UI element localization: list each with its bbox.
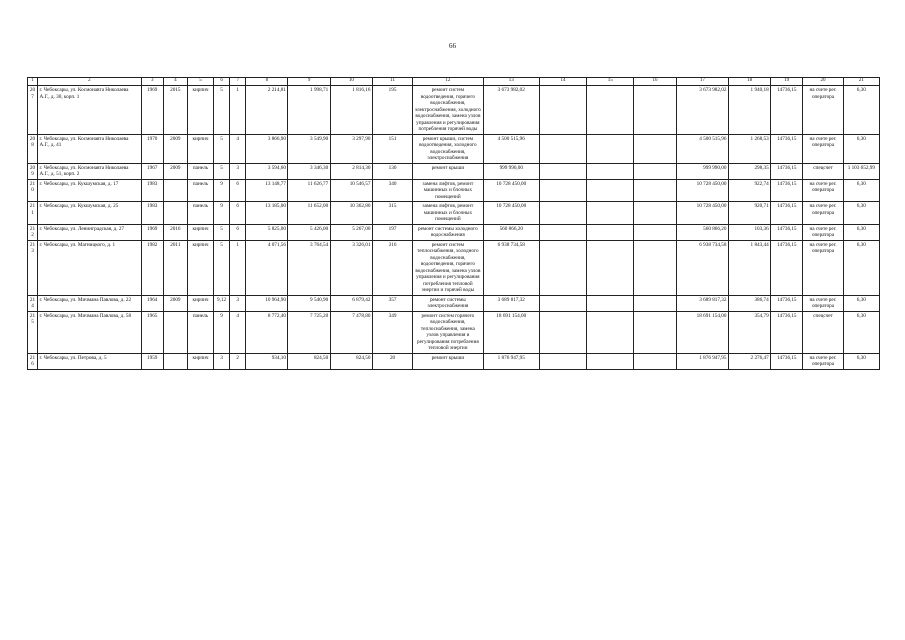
year-built-cell: 1965 [141,311,163,353]
column-number-cell: 15 [587,78,634,86]
table-row [28,202,880,225]
entrances-cell: 6 [230,179,246,202]
total-cost-cell: 3 689 817,32 [483,295,539,311]
fund-method-cell: на счете рег. оператора [803,295,843,311]
fund-method-cell: спецсчет [803,163,843,179]
works-cell: ремонт крыши, систем водоотведения, холодного водоснабжения, электроснабжения [413,134,483,163]
residents-cell: 197 [372,224,412,240]
fund-method-cell: на счете рег. оператора [803,86,843,135]
year-repair-cell: 2015 [163,86,187,135]
max-cost-cell: 14736,15 [771,224,803,240]
works-cell: ремонт систем водоотведения, горячего водоснабжения, электроснабжения, холодного водоснабжения, замена узлов управления и регулирования потребления горячей воды [413,86,483,135]
table-row [28,353,880,369]
floors-cell: 5 [214,134,230,163]
residential-area-cell: 10 362,80 [330,202,372,225]
floors-cell: 3 [214,353,230,369]
max-cost-cell: 14736,15 [771,163,803,179]
column-number-cell: 19 [771,78,803,86]
year-built-cell: 1959 [141,353,163,369]
column-number-cell: 7 [230,78,246,86]
wall-material-cell: панель [187,202,213,225]
fund-method-cell: спецсчет [803,311,843,353]
row-number-cell: 213 [28,240,38,295]
residential-area-cell: 2 814,30 [330,163,372,179]
fund-method-cell: на счете рег. оператора [803,179,843,202]
row-number-cell: 210 [28,179,38,202]
address-cell: г. Чебоксары, ул. Магницкого, д. 1 [38,240,142,295]
floors-cell: 5 [214,86,230,135]
max-cost-cell: 14736,15 [771,295,803,311]
max-cost-cell: 14736,15 [771,134,803,163]
table-row [28,179,880,202]
wall-material-cell: панель [187,311,213,353]
works-cell: ремонт системы холодного водоснабжения [413,224,483,240]
floors-cell: 9 [214,311,230,353]
max-cost-cell: 14736,15 [771,353,803,369]
total-cost-cell: 3 673 982,02 [483,86,539,135]
rate-cell: 6,30 [843,240,879,295]
row-number-cell: 211 [28,202,38,225]
floors-cell: 5 [214,240,230,295]
max-cost-cell: 14736,15 [771,311,803,353]
total-area-cell: 3 594,60 [246,163,288,179]
column-number-cell: 11 [372,78,412,86]
column-number-cell: 4 [163,78,187,86]
address-cell: г. Чебоксары, ул. Ленинградская, д. 27 [38,224,142,240]
living-area-cell: 3 549,90 [288,134,330,163]
year-repair-cell: 2011 [163,240,187,295]
row-number-cell: 216 [28,353,38,369]
fund-source-cell [634,295,676,311]
unit-cost-cell: 386,74 [728,295,770,311]
column-number-cell: 17 [676,78,728,86]
row-number-cell: 208 [28,134,38,163]
floors-cell: 9 [214,202,230,225]
floors-cell: 9,12 [214,295,230,311]
year-built-cell: 1983 [141,202,163,225]
total-area-cell: 934,10 [246,353,288,369]
owners-cost-cell: 18 691 154,00 [676,311,728,353]
residents-cell: 130 [372,163,412,179]
residential-area-cell: 5 267,00 [330,224,372,240]
total-cost-cell: 560 866,20 [483,224,539,240]
fund-source-cell [539,202,586,225]
fund-source-cell [587,179,634,202]
fund-source-cell [634,86,676,135]
fund-method-cell: на счете рег. оператора [803,353,843,369]
works-cell: ремонт системы электроснабжения [413,295,483,311]
residential-area-cell: 1 816,16 [330,86,372,135]
table-row [28,163,880,179]
repair-registry-table [27,77,880,370]
rate-cell: 6,30 [843,295,879,311]
entrances-cell: 6 [230,202,246,225]
row-number-cell: 207 [28,86,38,135]
fund-source-cell [539,224,586,240]
residents-cell: 316 [372,240,412,295]
owners-cost-cell: 6 938 734,58 [676,240,728,295]
total-area-cell: 13 148,77 [246,179,288,202]
table-row [28,295,880,311]
year-built-cell: 1970 [141,134,163,163]
column-number-cell: 1 [28,78,38,86]
residential-area-cell: 3 297,90 [330,134,372,163]
owners-cost-cell: 4 500 515,96 [676,134,728,163]
fund-source-cell [634,353,676,369]
total-cost-cell: 1 876 947,95 [483,353,539,369]
owners-cost-cell: 3 673 982,02 [676,86,728,135]
column-number-cell: 6 [214,78,230,86]
living-area-cell: 3 346,30 [288,163,330,179]
fund-source-cell [587,86,634,135]
entrances-cell: 1 [230,86,246,135]
fund-method-cell: на счете рег. оператора [803,224,843,240]
unit-cost-cell: 1 843,44 [728,240,770,295]
year-repair-cell [163,311,187,353]
column-number-cell: 12 [413,78,483,86]
column-number-cell: 8 [246,78,288,86]
wall-material-cell: кирпич [187,224,213,240]
unit-cost-cell: 103,36 [728,224,770,240]
address-cell: г. Чебоксары, ул. Космонавта Николаева А.Г., д. 41 [38,134,142,163]
total-area-cell: 3 866,90 [246,134,288,163]
rate-cell: 6,30 [843,134,879,163]
year-repair-cell: 2009 [163,134,187,163]
year-built-cell: 1964 [141,295,163,311]
year-repair-cell [163,353,187,369]
unit-cost-cell: 298,35 [728,163,770,179]
address-cell: г. Чебоксары, ул. Мичмана Павлова, д. 58 [38,311,142,353]
fund-source-cell [539,353,586,369]
table-row [28,311,880,353]
fund-source-cell [634,202,676,225]
residents-cell: 340 [372,179,412,202]
entrances-cell: 4 [230,311,246,353]
column-number-cell: 21 [843,78,879,86]
table-body [28,78,880,370]
column-number-cell: 13 [483,78,539,86]
residents-cell: 195 [372,86,412,135]
total-area-cell: 4 071,56 [246,240,288,295]
column-number-cell: 10 [330,78,372,86]
owners-cost-cell: 999 990,00 [676,163,728,179]
rate-cell: 6,30 [843,86,879,135]
unit-cost-cell: 1 940,18 [728,86,770,135]
wall-material-cell: панель [187,179,213,202]
unit-cost-cell: 920,71 [728,202,770,225]
fund-source-cell [587,224,634,240]
owners-cost-cell: 560 866,20 [676,224,728,240]
residents-cell: 349 [372,311,412,353]
residents-cell: 151 [372,134,412,163]
living-area-cell: 7 725,20 [288,311,330,353]
fund-source-cell [587,163,634,179]
living-area-cell: 3 764,54 [288,240,330,295]
year-repair-cell [163,179,187,202]
fund-source-cell [539,240,586,295]
floors-cell: 5 [214,224,230,240]
max-cost-cell: 14736,15 [771,240,803,295]
residential-area-cell: 824,50 [330,353,372,369]
table-row [28,240,880,295]
total-area-cell: 5 825,00 [246,224,288,240]
living-area-cell: 9 540,90 [288,295,330,311]
rate-cell: 1 103 652,99 [843,163,879,179]
year-built-cell: 1969 [141,224,163,240]
column-number-cell: 20 [803,78,843,86]
works-cell: ремонт крыши [413,353,483,369]
max-cost-cell: 14736,15 [771,86,803,135]
column-number-cell: 18 [728,78,770,86]
unit-cost-cell: 1 268,53 [728,134,770,163]
owners-cost-cell: 3 689 817,32 [676,295,728,311]
living-area-cell: 5 426,00 [288,224,330,240]
address-cell: г. Чебоксары, ул. Мичмана Павлова, д. 22 [38,295,142,311]
living-area-cell: 824,50 [288,353,330,369]
total-area-cell: 10 964,90 [246,295,288,311]
max-cost-cell: 14736,15 [771,179,803,202]
total-cost-cell: 18 691 154,00 [483,311,539,353]
year-repair-cell: 2016 [163,224,187,240]
owners-cost-cell: 10 728 450,00 [676,202,728,225]
fund-source-cell [587,240,634,295]
fund-source-cell [539,163,586,179]
max-cost-cell: 14736,15 [771,202,803,225]
wall-material-cell: кирпич [187,295,213,311]
fund-source-cell [539,295,586,311]
year-built-cell: 1983 [141,179,163,202]
table-row [28,86,880,135]
column-number-cell: 16 [634,78,676,86]
year-repair-cell: 2009 [163,163,187,179]
column-number-cell: 5 [187,78,213,86]
fund-source-cell [634,179,676,202]
wall-material-cell: кирпич [187,240,213,295]
address-cell: г. Чебоксары, ул. Космонавта Николаева А.Г., д. 30, корп. 1 [38,86,142,135]
row-number-cell: 214 [28,295,38,311]
works-cell: замена лифтов, ремонт машинных и блочных помещений [413,202,483,225]
entrances-cell: 3 [230,295,246,311]
fund-source-cell [634,163,676,179]
fund-method-cell: на счете рег. оператора [803,240,843,295]
fund-source-cell [539,311,586,353]
residential-area-cell: 3 326,01 [330,240,372,295]
fund-source-cell [587,353,634,369]
fund-source-cell [539,86,586,135]
entrances-cell: 6 [230,224,246,240]
address-cell: г. Чебоксары, ул. Космонавта Николаева А.Г., д. 51, корп. 2 [38,163,142,179]
fund-source-cell [539,179,586,202]
works-cell: ремонт систем теплоснабжения, холодного водоснабжения, водоотведения, горячего водоснабжения, замена узлов управления и регулирования потребления тепловой энергии и горячей воды [413,240,483,295]
residents-cell: 357 [372,295,412,311]
fund-method-cell: на счете рег. оператора [803,202,843,225]
works-cell: ремонт крыши [413,163,483,179]
total-cost-cell: 999 990,00 [483,163,539,179]
year-repair-cell [163,202,187,225]
wall-material-cell: кирпич [187,86,213,135]
living-area-cell: 11 626,77 [288,179,330,202]
address-cell: г. Чебоксары, ул. Петрова, д. 5 [38,353,142,369]
fund-source-cell [587,311,634,353]
row-number-cell: 209 [28,163,38,179]
residents-cell: 20 [372,353,412,369]
works-cell: ремонт систем горячего водоснабжения, теплоснабжения, замена узлов управления и регулирования потребления тепловой энергии [413,311,483,353]
fund-source-cell [587,295,634,311]
column-number-cell: 2 [38,78,142,86]
wall-material-cell: панель [187,163,213,179]
column-number-cell: 9 [288,78,330,86]
fund-source-cell [634,224,676,240]
address-cell: г. Чебоксары, ул. Кукшумская, д. 17 [38,179,142,202]
fund-source-cell [634,311,676,353]
fund-source-cell [587,134,634,163]
address-cell: г. Чебоксары, ул. Кукшумская, д. 25 [38,202,142,225]
unit-cost-cell: 354,79 [728,311,770,353]
owners-cost-cell: 10 728 450,00 [676,179,728,202]
floors-cell: 5 [214,163,230,179]
living-area-cell: 11 652,00 [288,202,330,225]
rate-cell: 6,30 [843,353,879,369]
year-built-cell: 1982 [141,240,163,295]
total-area-cell: 2 214,81 [246,86,288,135]
total-cost-cell: 10 728 450,00 [483,179,539,202]
fund-source-cell [634,240,676,295]
table-row [28,224,880,240]
unit-cost-cell: 922,74 [728,179,770,202]
unit-cost-cell: 2 276,47 [728,353,770,369]
residential-area-cell: 6 879,42 [330,295,372,311]
floors-cell: 9 [214,179,230,202]
rate-cell: 6,30 [843,224,879,240]
entrances-cell: 2 [230,353,246,369]
total-cost-cell: 4 500 515,96 [483,134,539,163]
residential-area-cell: 10 546,57 [330,179,372,202]
residential-area-cell: 7 478,80 [330,311,372,353]
column-number-cell: 14 [539,78,586,86]
year-built-cell: 1967 [141,163,163,179]
total-cost-cell: 10 728 450,00 [483,202,539,225]
fund-method-cell: на счете рег. оператора [803,134,843,163]
row-number-cell: 215 [28,311,38,353]
row-number-cell: 212 [28,224,38,240]
column-number-cell: 3 [141,78,163,86]
rate-cell: 6,30 [843,202,879,225]
table-row [28,134,880,163]
fund-source-cell [587,202,634,225]
wall-material-cell: кирпич [187,353,213,369]
living-area-cell: 1 998,71 [288,86,330,135]
residents-cell: 315 [372,202,412,225]
wall-material-cell: кирпич [187,134,213,163]
entrances-cell: 4 [230,134,246,163]
page-number: 66 [449,42,456,50]
fund-source-cell [539,134,586,163]
fund-source-cell [634,134,676,163]
total-cost-cell: 6 938 734,58 [483,240,539,295]
owners-cost-cell: 1 876 947,95 [676,353,728,369]
total-area-cell: 8 772,40 [246,311,288,353]
total-area-cell: 13 185,00 [246,202,288,225]
rate-cell: 6,30 [843,179,879,202]
column-number-row [28,78,880,86]
year-repair-cell: 2009 [163,295,187,311]
works-cell: замена лифтов, ремонт машинных и блочных помещений [413,179,483,202]
entrances-cell: 1 [230,240,246,295]
year-built-cell: 1969 [141,86,163,135]
rate-cell: 6,30 [843,311,879,353]
entrances-cell: 3 [230,163,246,179]
